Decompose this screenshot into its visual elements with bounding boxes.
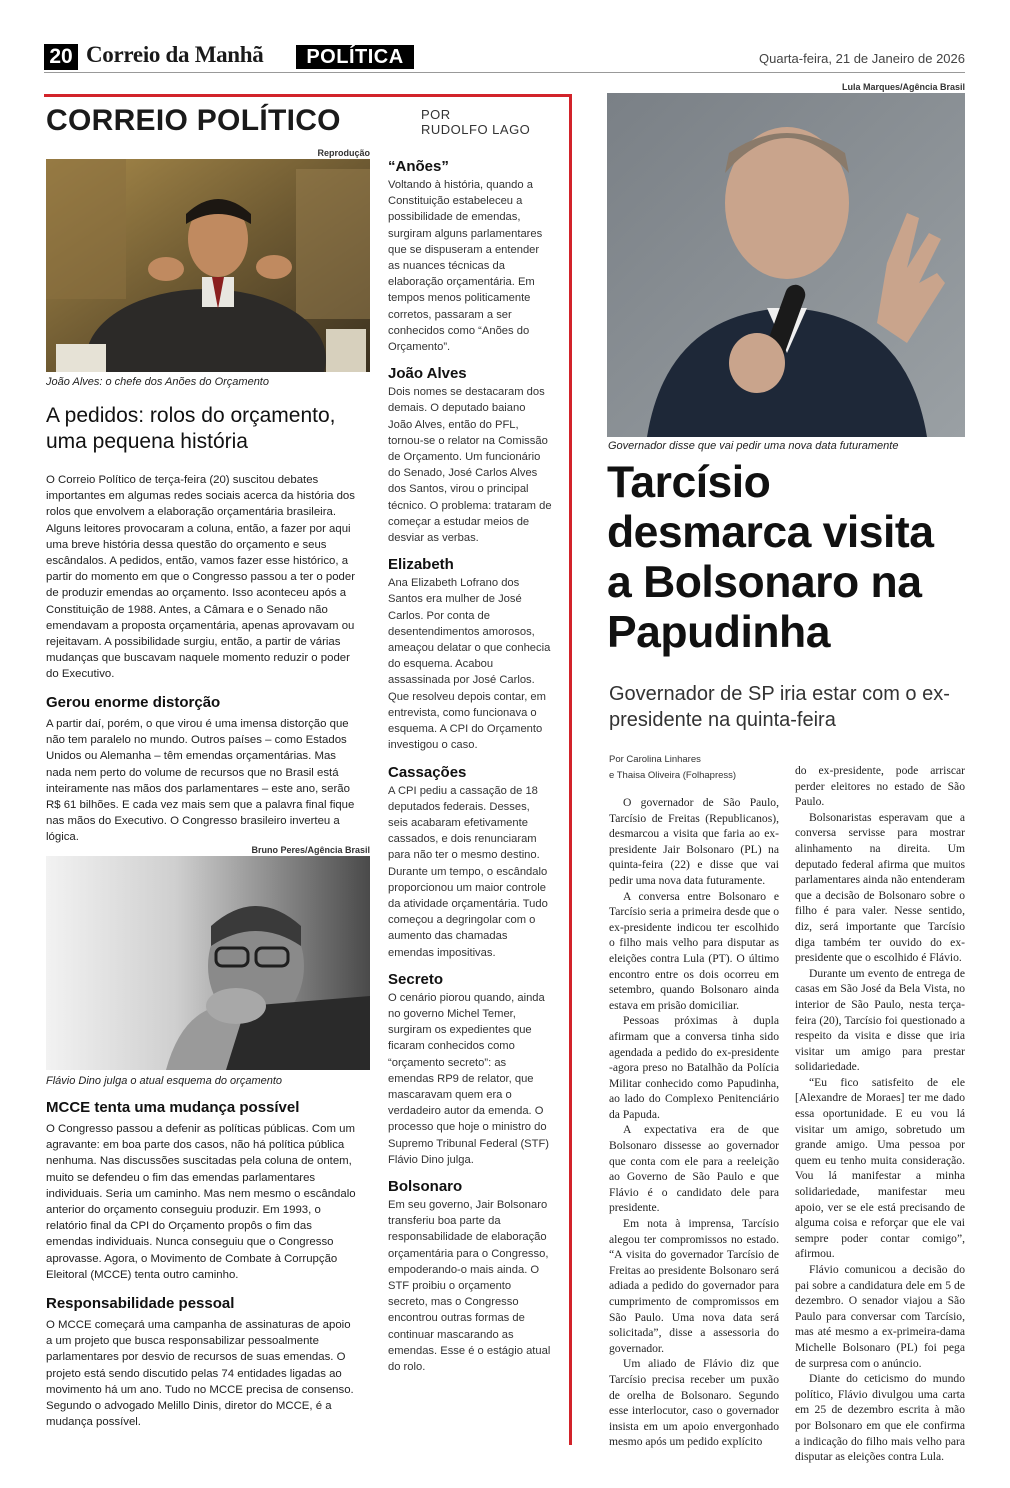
story-deck: Governador de SP iria estar com o ex-presidente na quinta-feira [609, 683, 950, 731]
byline-prefix: POR [421, 107, 451, 122]
masthead-logo[interactable]: Correio da Manhã [86, 42, 264, 67]
photo-caption: João Alves: o chefe dos Anões do Orçamento [46, 376, 269, 388]
note-block [388, 365, 552, 546]
byline-author: RUDOLFO LAGO [421, 122, 531, 137]
story-paragraph: A expectativa era de que Bolsonaro dissesse ao governador que conta com ele para a reeleição ao Governo de São Paulo e que Flávio é o candidato dele para presidente. [609, 1123, 779, 1215]
photo-joao-alves [46, 159, 370, 372]
section-mcce-text: O Congresso passou a defenir as políticas públicas. Com um agravante: em boa parte dos casos, não há política pública nenhuma. Nas discussões suscitadas pela coluna de ontem, muito se defendeu o fim das emendas parlamentares individuais. Seria um caminho. Mas nem mesmo o escândalo anterior do orçamento conseguiu produzir. Em 1993, o relatório final da CPI do Orçamento propôs o fim das emendas individuais. Nunca conseguiu que o Congresso aprovasse. Agora, o Movimento de Combate à Corrupção Eleitoral (MCCE) tenta outro caminho. [46, 1123, 356, 1281]
note-text: Voltando à história, quando a Constituição estabeleceu a possibilidade de emendas, surgiram alguns parlamentares que se dispuseram a entender as nuances técnicas da elaboração orçamentária. Em tempos menos politicamente corretos, passaram a ser conhecidos como “Anões do Orçamento”. [388, 179, 543, 354]
subhead-distorcao: Gerou enorme distorção [46, 694, 221, 711]
column-title: CORREIO POLÍTICO [46, 104, 341, 137]
section-distorcao-text: A partir daí, porém, o que virou é uma imensa distorção que não tem paralelo no mundo. Outros países – como Estados Unidos ou Alemanha – têm emendas orçamentárias. Mas nada nem perto do volume de recursos que no Brasil está inteiramente nas mãos dos parlamentares – este ano, serão R$ 61 bilhões. E cada vez mais sem que a palavra final fique nas mãos do Executivo. O Congresso brasileiro inverteu a lógica. [46, 718, 355, 844]
subhead-mcce: MCCE tenta uma mudança possível [46, 1099, 300, 1116]
column-byline [421, 107, 530, 137]
story-byline [609, 752, 736, 784]
issue-date: Quarta-feira, 21 de Janeiro de 2026 [759, 51, 965, 66]
story-column-1 [609, 795, 779, 1450]
note-block [388, 556, 552, 753]
story-paragraph: O governador de São Paulo, Tarcísio de Freitas (Republicanos), desmarcou a visita que faria ao ex-presidente Jair Bolsonaro (PL) na quinta-feira (22) e disse que vai pedir uma nova data futuramente. [609, 796, 779, 887]
column-frame-right [569, 94, 572, 1445]
subhead-responsabilidade: Responsabilidade pessoal [46, 1295, 235, 1312]
story-headline: Tarcísio desmarca visita a Bolsonaro na Papudinha [607, 458, 934, 657]
page-number: 20 [44, 44, 78, 70]
photo-flavio-dino [46, 856, 370, 1070]
note-text: A CPI pediu a cassação de 18 deputados federais. Desses, seis acabaram efetivamente cassados, e dois renunciaram para não ter o mesmo destino. Durante um tempo, o escândalo proporcionou um maior controle da atividade orçamentária. Tudo começou a degringolar com o aumento das chamadas emendas impositivas. [388, 784, 548, 959]
note-text: Ana Elizabeth Lofrano dos Santos era mulher de José Carlos. Por conta de desentendimentos amorosos, ameaçou delatar o que conhecia do esquema. Acabou assassinada por José Carlos. Que resolveu depois contar, em entrevista, como funcionava o esquema. A CPI do Orçamento investigou o caso. [388, 577, 551, 752]
story-paragraph: Em nota à imprensa, Tarcísio alegou ter compromissos no estado. “A visita do governador Tarcísio de Freitas ao presidente Bolsonaro será adiada a pedido do governador para cumprimento de compromissos em São Paulo. Uma nova data será solicitada”, disse a assessoria do governador. [609, 1217, 779, 1355]
story-paragraph: Flávio comunicou a decisão do pai sobre a candidatura dele em 5 de dezembro. O senador viajou a São Paulo para conversar com Tarcísio, mas até mesmo a ex-primeira-dama Michelle Bolsonaro (PL) foi pega de surpresa com o anúncio. [795, 1263, 965, 1370]
note-block [388, 1178, 552, 1375]
photo-credit: Lula Marques/Agência Brasil [841, 82, 965, 92]
story-column-2 [795, 763, 965, 1465]
note-title: Cassações [388, 763, 467, 781]
story-paragraph: Durante um evento de entrega de casas em São José da Bela Vista, no interior de São Paulo, nesta terça-feira (20), Tarcísio foi questionado a respeito da visita e disse que iria visitar um amigo para prestar solidariedade. [795, 966, 965, 1074]
column-frame-top [44, 94, 572, 97]
column-intro: O Correio Político de terça-feira (20) suscitou debates importantes em algumas redes sociais acerca da história dos rolos que envolvem a elaboração orçamentária brasileira. Alguns leitores provocaram a coluna, então, a fazer por aqui uma breve história dessa questão do orçamento e seus escândalos. A pedidos, então, vamos fazer esse histórico, a partir do momento em que o Congresso passou a ter o poder de produzir emendas ao orçamento. Isso aconteceu após a Constituição de 1988. Antes, a Câmara e o Senado não emendavam a proposta orçamentária, apenas aprovavam ou rejeitavam. A possibilidade surgiu, então, a partir de várias mudanças que buscavam naquele momento reduzir o poder do Executivo. [46, 474, 355, 681]
note-block [388, 764, 552, 961]
story-paragraph: Um aliado de Flávio diz que Tarcísio precisa receber um puxão de orelha de Bolsonaro. Segundo esse interlocutor, caso o governador insista em um apoio envergonhado mesmo após um pedido explícito [609, 1357, 779, 1449]
note-text: Dois nomes se destacaram dos demais. O deputado baiano João Alves, então do PFL, tornou-se o relator na Comissão de Orçamento. Um funcionário do Senado, José Carlos Alves dos Santos, virou o principal técnico. O problema: trataram de começar a estudar meios de desviar as verbas. [388, 386, 552, 545]
section-label[interactable]: POLÍTICA [296, 45, 414, 69]
story-paragraph: do ex-presidente, pode arriscar perder eleitores no estado de São Paulo. [795, 764, 965, 809]
column-headline: A pedidos: rolos do orçamento, uma pequena história [46, 404, 336, 453]
middle-column [388, 158, 552, 1375]
byline-line-2: e Thaisa Oliveira (Folhapress) [609, 770, 737, 781]
story-paragraph: A conversa entre Bolsonaro e Tarcísio seria a primeira desde que o ex-presidente indicou ter escolhido o filho mais velho para disputar as eleições contra Lula (PT). O último encontro entre os dois ocorreu em setembro, quando Bolsonaro ainda estava em prisão domiciliar. [609, 889, 779, 1012]
photo-caption: Governador disse que vai pedir uma nova data futuramente [608, 440, 899, 452]
note-title: Elizabeth [388, 556, 454, 574]
section-responsabilidade-text: O MCCE começará uma campanha de assinaturas de apoio a um projeto que busca responsabilizar pessoalmente parlamentares por desvio de recursos de suas emendas. O projeto está sendo discutido pelas 74 entidades ligadas ao movimento há um ano. Tudo no MCCE precisa de consenso. Segundo o advogado Melillo Dinis, diretor do MCCE, é a mudança possível. [46, 1319, 354, 1429]
photo-credit: Reprodução [317, 148, 370, 158]
story-paragraph: “Eu fico satisfeito de ele [Alexandre de Moraes] ter me dado essa oportunidade. E eu vou lá visitar um amigo, sobretudo um grande amigo. Uma pessoa por quem eu tenho muita consideração. Vou lá manifestar a minha solidariedade, manifestar meu apoio, ver se ele está precisando de alguma coisa e reforçar que ele vai sempre poder contar comigo”, afirmou. [795, 1075, 965, 1261]
story-paragraph: Pessoas próximas à dupla afirmam que a conversa tinha sido agendada a pedido do ex-presidente -agora preso no Batalhão da Polícia Militar conhecido como Papudinha, ao lado do Complexo Penitenciário da Papuda. [609, 1014, 779, 1121]
header-divider [44, 72, 965, 73]
note-title: “Anões” [388, 158, 449, 175]
photo-credit: Bruno Peres/Agência Brasil [251, 845, 370, 855]
photo-caption: Flávio Dino julga o atual esquema do orçamento [46, 1075, 283, 1087]
note-title: João Alves [388, 365, 467, 383]
note-block [388, 158, 552, 355]
note-block [388, 971, 552, 1168]
photo-tarcisio [607, 93, 965, 437]
note-text: O cenário piorou quando, ainda no governo Michel Temer, surgiram os expedientes que ficaram conhecidos como “orçamento secreto”: as emendas RP9 de relator, que mascaravam quem era o verdadeiro autor da emenda. O processo que hoje o ministro do Supremo Tribunal Federal (STF) Flávio Dino julga. [388, 991, 550, 1166]
story-paragraph: Bolsonaristas esperavam que a conversa servisse para mostrar alinhamento na direita. Um deputado federal afirma que muitos parlamentares ainda não entenderam que a decisão de Bolsonaro sobre o filho é para valer. Nesse sentido, diz, será importante que Tarcísio diga também ter ouvido do ex-presidente que o escolhido é Flávio. [795, 810, 965, 965]
note-title: Bolsonaro [388, 1177, 463, 1195]
byline-line-1: Por Carolina Linhares [609, 754, 701, 765]
note-text: Em seu governo, Jair Bolsonaro transferiu boa parte da responsabilidade de elaboração orçamentária para o Congresso, empoderando-o mais ainda. O STF proibiu o orçamento secreto, mas o Congresso encontrou outras formas de continuar mascarando as emendas. Esse é o estágio atual do rolo. [388, 1198, 551, 1373]
note-title: Secreto [388, 970, 444, 988]
story-paragraph: Diante do ceticismo do mundo político, Flávio divulgou uma carta em 25 de dezembro escrita à mão por Bolsonaro em que ele confirma a indicação do filho mais velho para disputar as eleições contra Lula. [795, 1372, 965, 1464]
